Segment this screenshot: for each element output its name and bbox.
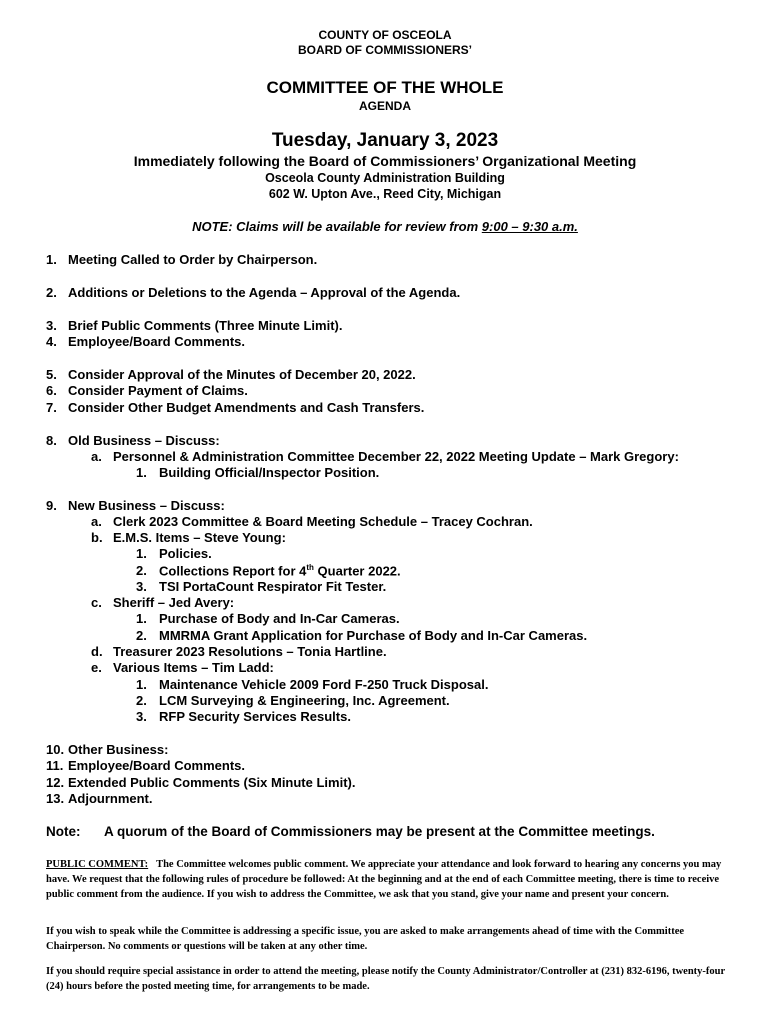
item-number: 3. bbox=[136, 579, 147, 594]
agenda-item-9b1: Policies. bbox=[159, 546, 212, 561]
meeting-date: Tuesday, January 3, 2023 bbox=[271, 130, 499, 151]
item-number: 8. bbox=[46, 433, 57, 448]
item-number: 1. bbox=[136, 677, 147, 692]
public-comment-text: The Committee welcomes public comment. We appreciate your attendance and look forward to hearing any concerns you may have. We request that the following rules of procedure be followed: At the beginning and at the end of each Committee meeting, there is time to receive public comment from the audience. If you wish to address the Committee, we ask that you stand, give your name and present your concern. bbox=[46, 859, 722, 900]
agenda-item-13: Adjournment. bbox=[68, 791, 153, 806]
agenda-item-9a: Clerk 2023 Committee & Board Meeting Schedule – Tracey Cochran. bbox=[113, 514, 533, 529]
public-comment-paragraph bbox=[46, 857, 736, 902]
item-number: 6. bbox=[46, 383, 57, 398]
item-number: 4. bbox=[46, 334, 57, 349]
item-letter: c. bbox=[91, 595, 102, 610]
item-number: 1. bbox=[46, 252, 57, 267]
item-letter: e. bbox=[91, 660, 102, 675]
agenda-item-9: New Business – Discuss: bbox=[68, 498, 225, 513]
agenda-item-1: Meeting Called to Order by Chairperson. bbox=[68, 252, 318, 267]
agenda-item-9b2 bbox=[159, 563, 401, 578]
item-number: 1. bbox=[136, 611, 147, 626]
item-number: 2. bbox=[136, 628, 147, 643]
agenda-item-9c2: MMRMA Grant Application for Purchase of Body and In-Car Cameras. bbox=[159, 628, 588, 643]
item-number: 3. bbox=[136, 709, 147, 724]
item-letter: a. bbox=[91, 514, 102, 529]
agenda-item-8a1: Building Official/Inspector Position. bbox=[159, 465, 380, 480]
item-letter: a. bbox=[91, 449, 102, 464]
claims-note-time: 9:00 – 9:30 a.m. bbox=[481, 219, 578, 234]
item-number: 7. bbox=[46, 400, 57, 415]
board-name: BOARD OF COMMISSIONERS’ bbox=[297, 43, 472, 57]
committee-title: COMMITTEE OF THE WHOLE bbox=[266, 78, 504, 97]
item-letter: d. bbox=[91, 644, 103, 659]
agenda-item-9b3: TSI PortaCount Respirator Fit Tester. bbox=[159, 579, 387, 594]
public-comment-label: PUBLIC COMMENT: bbox=[46, 859, 149, 870]
item-number: 3. bbox=[46, 318, 57, 333]
item-number: 5. bbox=[46, 367, 57, 382]
item-text: Quarter 2022. bbox=[313, 563, 401, 579]
assistance-paragraph: If you should require special assistance in order to attend the meeting, please notify the County Administrator/Controller at (231) 832-6196, twenty-four (24) hours before the posted meeting time, for arrangements to be made. bbox=[46, 966, 725, 992]
item-text: Collections Report for 4 bbox=[159, 563, 307, 579]
item-number: 2. bbox=[46, 285, 57, 300]
item-number: 1. bbox=[136, 546, 147, 561]
ordinal-suffix: th bbox=[306, 563, 314, 572]
meeting-timing: Immediately following the Board of Commissioners’ Organizational Meeting bbox=[133, 153, 637, 169]
item-number: 9. bbox=[46, 498, 57, 513]
item-number: 1. bbox=[136, 465, 147, 480]
claims-note-text: NOTE: Claims will be available for review from bbox=[192, 219, 482, 234]
item-number: 2. bbox=[136, 693, 147, 708]
agenda-item-10: Other Business: bbox=[68, 742, 169, 757]
agenda-item-3: Brief Public Comments (Three Minute Limit). bbox=[68, 318, 343, 333]
agenda-item-4: Employee/Board Comments. bbox=[68, 334, 245, 349]
item-number: 12. bbox=[46, 775, 65, 790]
agenda-item-9c1: Purchase of Body and In-Car Cameras. bbox=[159, 611, 400, 626]
agenda-item-11: Employee/Board Comments. bbox=[68, 758, 245, 773]
meeting-address: 602 W. Upton Ave., Reed City, Michigan bbox=[268, 187, 502, 201]
agenda-item-8: Old Business – Discuss: bbox=[68, 433, 220, 448]
item-number: 10. bbox=[46, 742, 65, 757]
county-name: COUNTY OF OSCEOLA bbox=[318, 28, 452, 42]
agenda-label: AGENDA bbox=[358, 99, 411, 113]
agenda-item-9b: E.M.S. Items – Steve Young: bbox=[113, 530, 286, 545]
note-label: Note: bbox=[46, 824, 81, 839]
agenda-item-9e2: LCM Surveying & Engineering, Inc. Agreement. bbox=[159, 693, 450, 708]
agenda-item-2: Additions or Deletions to the Agenda – Approval of the Agenda. bbox=[68, 285, 461, 300]
speaking-paragraph: If you wish to speak while the Committee is addressing a specific issue, you are asked to make arrangements ahead of time with the Committee Chairperson. No comments or questions will be taken at any other time. bbox=[46, 926, 685, 952]
agenda-item-6: Consider Payment of Claims. bbox=[68, 383, 248, 398]
item-number: 2. bbox=[136, 563, 147, 578]
agenda-item-9d: Treasurer 2023 Resolutions – Tonia Hartline. bbox=[113, 644, 387, 659]
item-letter: b. bbox=[91, 530, 103, 545]
agenda-item-5: Consider Approval of the Minutes of December 20, 2022. bbox=[68, 367, 416, 382]
item-number: 11. bbox=[46, 758, 64, 773]
agenda-item-12: Extended Public Comments (Six Minute Limit). bbox=[68, 775, 356, 790]
agenda-item-9e3: RFP Security Services Results. bbox=[159, 709, 351, 724]
agenda-item-7: Consider Other Budget Amendments and Cash Transfers. bbox=[68, 400, 425, 415]
quorum-note: A quorum of the Board of Commissioners may be present at the Committee meetings. bbox=[104, 824, 655, 839]
item-number: 13. bbox=[46, 791, 65, 806]
claims-note bbox=[0, 219, 770, 234]
agenda-item-9e: Various Items – Tim Ladd: bbox=[113, 660, 274, 675]
agenda-item-9e1: Maintenance Vehicle 2009 Ford F-250 Truck Disposal. bbox=[159, 677, 489, 692]
meeting-building: Osceola County Administration Building bbox=[265, 171, 505, 185]
agenda-item-8a: Personnel & Administration Committee December 22, 2022 Meeting Update – Mark Gregory: bbox=[113, 449, 679, 464]
agenda-item-9c: Sheriff – Jed Avery: bbox=[113, 595, 235, 610]
